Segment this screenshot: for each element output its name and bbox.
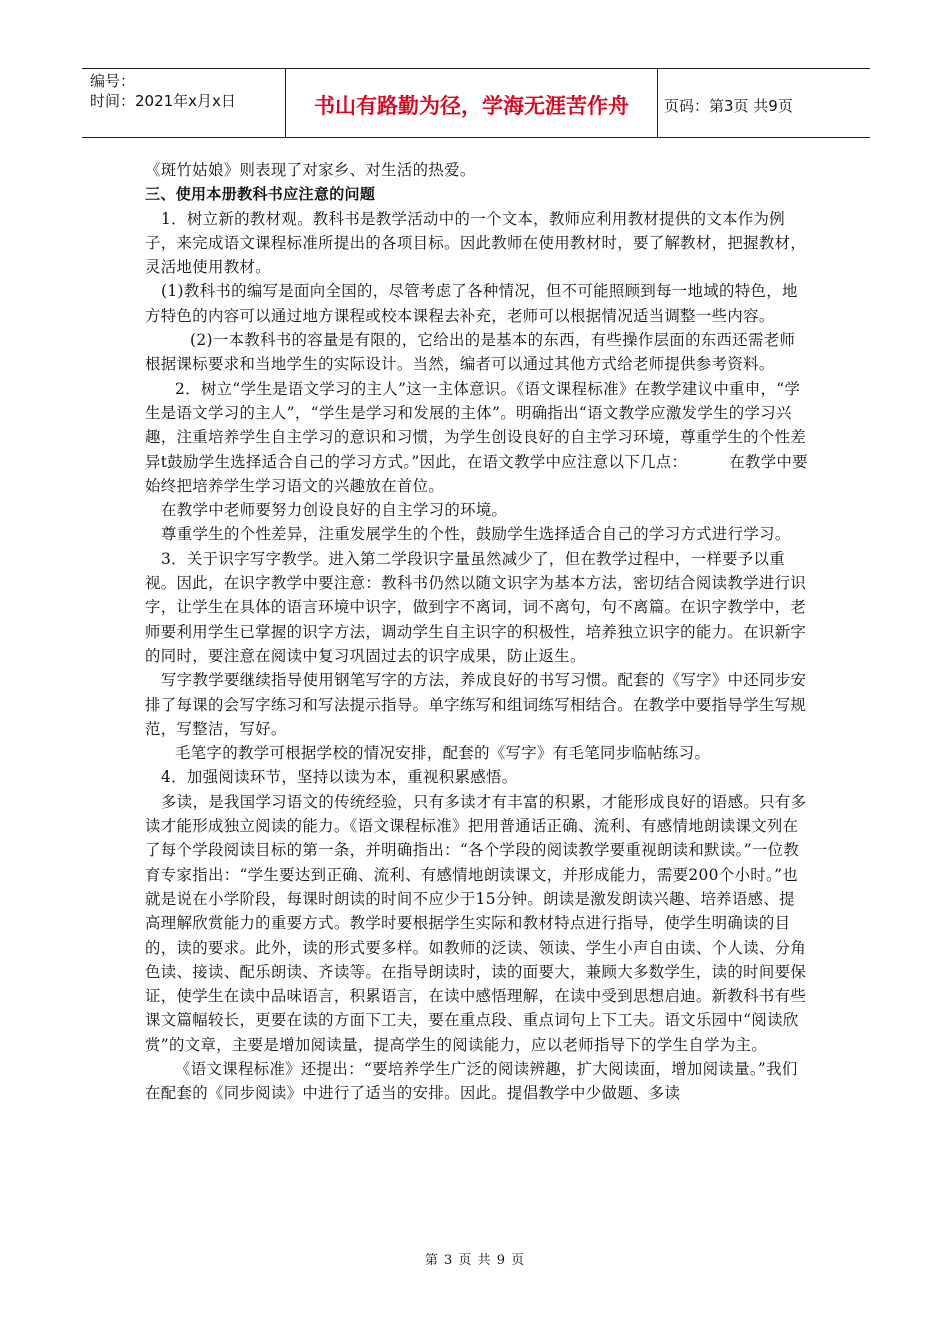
header-page-number: 页码：第3页 共9页 [664,96,793,115]
page-header [82,68,870,138]
paragraph: 4．加强阅读环节，坚持以读为本，重视积累感悟。 [161,768,518,787]
paragraph: (2)一本教科书的容量是有限的，它给出的是基本的东西，有些操作层面的东西还需老师根据课标要求和当地学生的实际设计。当然，编者可以通过其他方式给老师提供参考资料。 [145,331,796,374]
document-body [145,158,809,1106]
header-motto: 书山有路勤为径，学海无涯苦作舟 [286,69,658,137]
document-date-label: 时间：2021年x月x日 [90,92,236,110]
paragraph-text: 2．树立“学生是语文学习的主人”这一主体意识。《语文课程标准》在教学建议中重申，“学生是语文学习的主人”，“学生是学习和发展的主体”。明确指出“语文教学应激发学生的学习兴趣，注重培养学生自主学习的意识和习惯，为学生创设良好的自主学习环境，尊重学生的个性差异t鼓励学生选择适合自己的学习方式。”因此，在语文教学中应注意以下几点： [145,379,807,471]
paragraph: 3．关于识字写字教学。进入第二学段识字量虽然减少了，但在教学过程中，一样要予以重视。因此，在识字教学中要注意：教科书仍然以随文识字为基本方法，密切结合阅读教学进行识字，让学生在具体的语言环境中识字，做到字不离词，词不离句，句不离篇。在识字教学中，老师要利用学生已掌握的识字方法，调动学生自主识字的积极性，培养独立识字的能力。在识新字的同时，要注意在阅读中复习巩固过去的识字成果，防止返生。 [145,549,807,665]
paragraph: 尊重学生的个性差异，注重发展学生的个性，鼓励学生选择适合自己的学习方式进行学习。 [161,525,791,544]
paragraph [145,377,809,498]
paragraph: 1．树立新的教材观。教科书是教学活动中的一个文本，教师应利用教材提供的文本作为例子，来完成语文课程标准所提出的各项目标。因此教师在使用教材时，要了解教材，把握教材，灵活地使用教材。 [145,209,807,277]
paragraph: 《斑竹姑娘》则表现了对家乡、对生活的热爱。 [145,161,476,179]
header-meta [82,69,286,137]
page-footer: 第 3 页 共 9 页 [424,1253,526,1268]
paragraph: 写字教学要继续指导使用钢笔写字的方法，养成良好的书写习惯。配套的《写字》中还同步安排了每课的会写字练习和写法提示指导。单字练写和组词练写相结合。在教学中要指导学生写规范，写整洁，写好。 [145,671,807,738]
paragraph: 《语文课程标准》还提出：“要培养学生广泛的阅读辨趣，扩大阅读面，增加阅读量。”我们在配套的《同步阅读》中进行了适当的安排。因此。提倡教学中少做题、多读 [145,1059,798,1103]
section-title: 三、使用本册教科书应注意的问题 [145,185,376,204]
paragraph: 多读，是我国学习语文的传统经验，只有多读才有丰富的积累，才能形成良好的语感。只有多读才能形成独立阅读的能力。《语文课程标准》把用普通话正确、流利、有感情地朗读课文列在了每个学段阅读目标的第一条，并明确指出：“各个学段的阅读教学要重视朗读和默读。”一位教育专家指出：“学生要达到正确、流利、有感情地朗读课文，并形成能力，需要200个小时。”也就是说在小学阶段，每课时朗读的时间不应少于15分钟。朗读是激发朗读兴趣、培养语感、提高理解欣赏能力的重要方式。教学时要根据学生实际和教材特点进行指导，使学生明确读的目的，读的要求。此外，读的形式要多样。如教师的泛读、领读、学生小声自由读、个人读、分角色读、接读、配乐朗读、齐读等。在指导朗读时，读的面要大，兼顾大多数学生，读的时间要保证，使学生在读中品味语言，积累语言，在读中感悟理解，在读中受到思想启迪。新教科书有些课文篇幅较长，更要在读的方面下工夫，要在重点段、重点词句上下工夫。语文乐园中“阅读欣赏”的文章，主要是增加阅读量，提高学生的阅读能力，应以老师指导下的学生自学为主。 [145,792,807,1054]
paragraph-text: 在教学中要始终把培养学生学习语文的兴趣放在首位。 [145,452,808,495]
document-number-label: 编号： [90,72,136,90]
paragraph: 毛笔字的教学可根据学校的情况安排，配套的《写字》有毛笔同步临帖练习。 [175,744,711,763]
paragraph: (1)教科书的编写是面向全国的，尽管考虑了各种情况，但不可能照顾到每一地域的特色，地方特色的内容可以通过地方课程或校本课程去补充，老师可以根据情况适当调整一些内容。 [145,282,798,325]
paragraph: 在教学中老师要努力创设良好的自主学习的环境。 [161,501,508,520]
